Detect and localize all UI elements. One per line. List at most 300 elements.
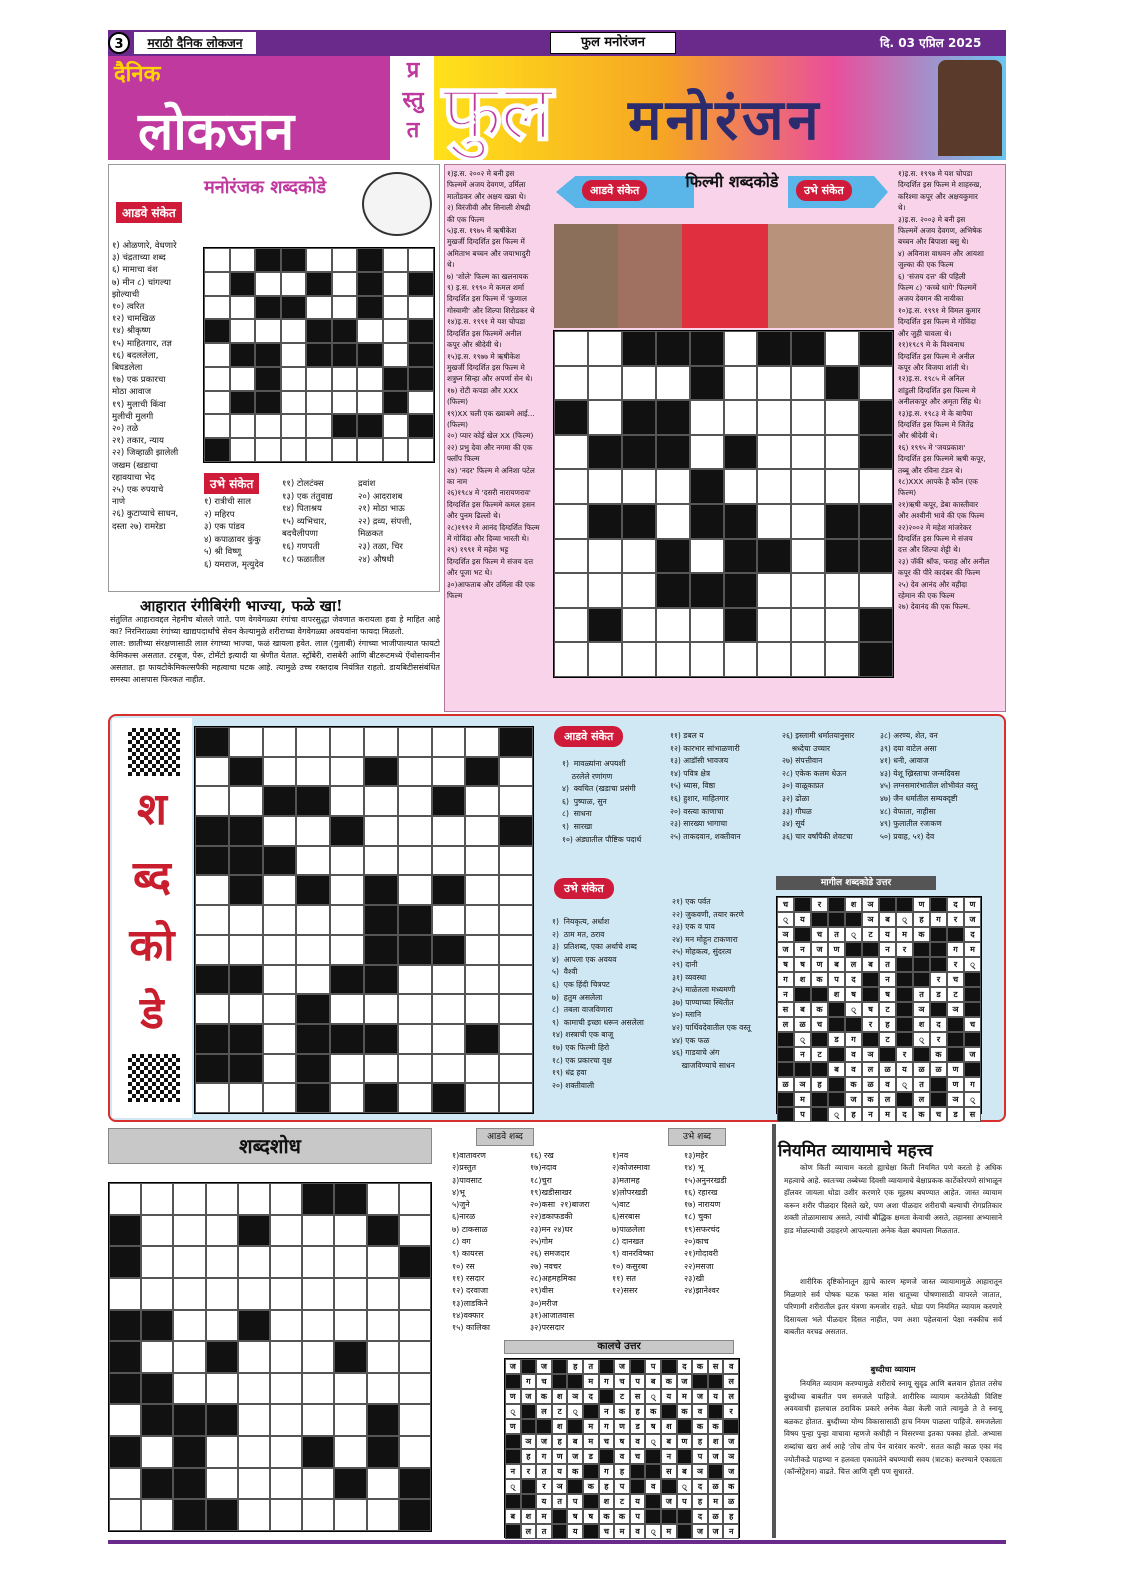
grid-cell[interactable] [330, 846, 364, 876]
grid-cell[interactable] [229, 1054, 263, 1084]
grid-cell[interactable] [465, 935, 499, 965]
grid-cell[interactable] [334, 1373, 366, 1405]
grid-cell[interactable] [367, 1436, 399, 1468]
grid-cell[interactable] [398, 846, 432, 876]
grid-cell[interactable] [757, 608, 791, 643]
grid-cell[interactable] [229, 786, 263, 816]
grid-cell[interactable] [109, 1310, 141, 1342]
grid-cell[interactable] [656, 573, 690, 608]
grid-cell[interactable] [255, 248, 281, 272]
grid-cell[interactable] [554, 400, 588, 435]
grid-cell[interactable] [296, 935, 330, 965]
grid-cell[interactable] [622, 573, 656, 608]
grid-cell[interactable] [173, 1341, 205, 1373]
grid-cell[interactable] [306, 296, 332, 320]
grid-cell[interactable] [141, 1404, 173, 1436]
grid-cell[interactable] [383, 248, 409, 272]
grid-cell[interactable] [690, 469, 724, 504]
grid-cell[interactable] [238, 1215, 270, 1247]
grid-cell[interactable] [195, 846, 229, 876]
grid-cell[interactable] [690, 608, 724, 643]
grid-cell[interactable] [399, 1499, 431, 1531]
grid-cell[interactable] [364, 1054, 398, 1084]
grid-cell[interactable] [230, 438, 256, 462]
grid-cell[interactable] [109, 1246, 141, 1278]
grid-cell[interactable] [263, 1024, 297, 1054]
grid-cell[interactable] [554, 608, 588, 643]
grid-cell[interactable] [334, 1499, 366, 1531]
grid-cell[interactable] [588, 608, 622, 643]
grid-cell[interactable] [465, 1083, 499, 1113]
grid-cell[interactable] [465, 727, 499, 757]
grid-cell[interactable] [465, 994, 499, 1024]
grid-cell[interactable] [270, 1436, 302, 1468]
grid-cell[interactable] [408, 391, 434, 415]
grid-cell[interactable] [357, 248, 383, 272]
grid-cell[interactable] [656, 608, 690, 643]
grid-cell[interactable] [141, 1278, 173, 1310]
grid-cell[interactable] [499, 1083, 533, 1113]
grid-cell[interactable] [364, 965, 398, 995]
grid-cell[interactable] [332, 438, 358, 462]
grid-cell[interactable] [724, 366, 758, 401]
grid-cell[interactable] [141, 1499, 173, 1531]
grid-cell[interactable] [656, 642, 690, 677]
grid-cell[interactable] [791, 435, 825, 470]
grid-cell[interactable] [330, 786, 364, 816]
grid-cell[interactable] [859, 435, 893, 470]
grid-cell[interactable] [332, 319, 358, 343]
grid-cell[interactable] [588, 400, 622, 435]
grid-cell[interactable] [229, 994, 263, 1024]
grid-cell[interactable] [204, 248, 230, 272]
grid-cell[interactable] [859, 642, 893, 677]
grid-cell[interactable] [263, 875, 297, 905]
grid-cell[interactable] [432, 846, 466, 876]
grid-cell[interactable] [364, 816, 398, 846]
grid-cell[interactable] [825, 469, 859, 504]
grid-cell[interactable] [195, 905, 229, 935]
grid-cell[interactable] [588, 504, 622, 539]
grid-cell[interactable] [238, 1310, 270, 1342]
grid-cell[interactable] [270, 1373, 302, 1405]
grid-cell[interactable] [357, 391, 383, 415]
grid-cell[interactable] [330, 816, 364, 846]
grid-cell[interactable] [195, 786, 229, 816]
grid-cell[interactable] [364, 846, 398, 876]
grid-cell[interactable] [195, 727, 229, 757]
grid-cell[interactable] [757, 366, 791, 401]
grid-cell[interactable] [141, 1246, 173, 1278]
grid-cell[interactable] [270, 1404, 302, 1436]
grid-cell[interactable] [757, 400, 791, 435]
grid-cell[interactable] [204, 272, 230, 296]
grid-cell[interactable] [263, 757, 297, 787]
grid-cell[interactable] [296, 875, 330, 905]
grid-cell[interactable] [281, 319, 307, 343]
grid-cell[interactable] [383, 296, 409, 320]
grid-cell[interactable] [399, 1468, 431, 1500]
grid-cell[interactable] [757, 642, 791, 677]
grid-cell[interactable] [622, 504, 656, 539]
grid-cell[interactable] [238, 1183, 270, 1215]
grid-cell[interactable] [757, 539, 791, 574]
grid-cell[interactable] [399, 1404, 431, 1436]
grid-cell[interactable] [724, 573, 758, 608]
grid-cell[interactable] [195, 816, 229, 846]
grid-cell[interactable] [499, 727, 533, 757]
grid-cell[interactable] [229, 905, 263, 935]
grid-cell[interactable] [332, 367, 358, 391]
grid-cell[interactable] [398, 935, 432, 965]
grid-cell[interactable] [383, 343, 409, 367]
grid-cell[interactable] [364, 757, 398, 787]
grid-cell[interactable] [230, 414, 256, 438]
grid-cell[interactable] [195, 1024, 229, 1054]
grid-cell[interactable] [334, 1341, 366, 1373]
grid-cell[interactable] [109, 1468, 141, 1500]
grid-cell[interactable] [195, 994, 229, 1024]
grid-cell[interactable] [195, 1083, 229, 1113]
grid-cell[interactable] [656, 331, 690, 366]
grid-cell[interactable] [432, 935, 466, 965]
grid-cell[interactable] [357, 296, 383, 320]
grid-cell[interactable] [302, 1246, 334, 1278]
grid-cell[interactable] [432, 786, 466, 816]
grid-cell[interactable] [364, 1083, 398, 1113]
grid-cell[interactable] [724, 539, 758, 574]
grid-cell[interactable] [334, 1468, 366, 1500]
grid-cell[interactable] [302, 1499, 334, 1531]
grid-cell[interactable] [229, 727, 263, 757]
grid-cell[interactable] [357, 319, 383, 343]
grid-cell[interactable] [398, 1054, 432, 1084]
grid-cell[interactable] [306, 438, 332, 462]
grid-cell[interactable] [656, 539, 690, 574]
grid-cell[interactable] [622, 435, 656, 470]
grid-cell[interactable] [109, 1373, 141, 1405]
grid-cell[interactable] [334, 1183, 366, 1215]
grid-cell[interactable] [408, 296, 434, 320]
grid-cell[interactable] [206, 1468, 238, 1500]
grid-cell[interactable] [859, 366, 893, 401]
grid-cell[interactable] [357, 343, 383, 367]
grid-cell[interactable] [622, 366, 656, 401]
grid-cell[interactable] [173, 1436, 205, 1468]
grid-cell[interactable] [173, 1310, 205, 1342]
grid-cell[interactable] [690, 400, 724, 435]
grid-cell[interactable] [364, 935, 398, 965]
grid-cell[interactable] [825, 366, 859, 401]
grid-cell[interactable] [302, 1404, 334, 1436]
grid-cell[interactable] [263, 994, 297, 1024]
grid-cell[interactable] [859, 400, 893, 435]
grid-cell[interactable] [588, 573, 622, 608]
grid-cell[interactable] [859, 573, 893, 608]
grid-cell[interactable] [398, 905, 432, 935]
grid-cell[interactable] [270, 1341, 302, 1373]
grid-cell[interactable] [465, 1054, 499, 1084]
grid-cell[interactable] [825, 435, 859, 470]
grid-cell[interactable] [302, 1278, 334, 1310]
grid-cell[interactable] [263, 727, 297, 757]
grid-cell[interactable] [281, 248, 307, 272]
grid-cell[interactable] [204, 414, 230, 438]
grid-cell[interactable] [690, 539, 724, 574]
grid-cell[interactable] [229, 875, 263, 905]
grid-cell[interactable] [281, 438, 307, 462]
grid-cell[interactable] [255, 343, 281, 367]
grid-cell[interactable] [367, 1215, 399, 1247]
grid-cell[interactable] [554, 573, 588, 608]
grid-cell[interactable] [398, 727, 432, 757]
grid-cell[interactable] [724, 331, 758, 366]
grid-cell[interactable] [465, 905, 499, 935]
grid-cell[interactable] [302, 1341, 334, 1373]
grid-cell[interactable] [204, 391, 230, 415]
grid-cell[interactable] [229, 1083, 263, 1113]
grid-cell[interactable] [554, 331, 588, 366]
grid-cell[interactable] [238, 1246, 270, 1278]
grid-cell[interactable] [141, 1215, 173, 1247]
grid-cell[interactable] [109, 1183, 141, 1215]
puzzle3-grid[interactable] [194, 726, 534, 1114]
grid-cell[interactable] [173, 1278, 205, 1310]
grid-cell[interactable] [367, 1341, 399, 1373]
grid-cell[interactable] [364, 994, 398, 1024]
wordsearch-grid[interactable] [108, 1182, 432, 1532]
grid-cell[interactable] [296, 905, 330, 935]
grid-cell[interactable] [206, 1499, 238, 1531]
grid-cell[interactable] [306, 248, 332, 272]
grid-cell[interactable] [332, 296, 358, 320]
grid-cell[interactable] [195, 875, 229, 905]
grid-cell[interactable] [357, 367, 383, 391]
grid-cell[interactable] [281, 343, 307, 367]
grid-cell[interactable] [296, 1054, 330, 1084]
grid-cell[interactable] [281, 272, 307, 296]
grid-cell[interactable] [270, 1183, 302, 1215]
grid-cell[interactable] [690, 366, 724, 401]
grid-cell[interactable] [229, 935, 263, 965]
grid-cell[interactable] [141, 1341, 173, 1373]
grid-cell[interactable] [825, 504, 859, 539]
grid-cell[interactable] [554, 435, 588, 470]
grid-cell[interactable] [141, 1373, 173, 1405]
grid-cell[interactable] [332, 391, 358, 415]
grid-cell[interactable] [195, 965, 229, 995]
grid-cell[interactable] [334, 1404, 366, 1436]
grid-cell[interactable] [791, 469, 825, 504]
grid-cell[interactable] [296, 1083, 330, 1113]
grid-cell[interactable] [724, 608, 758, 643]
grid-cell[interactable] [206, 1341, 238, 1373]
grid-cell[interactable] [367, 1499, 399, 1531]
grid-cell[interactable] [141, 1468, 173, 1500]
grid-cell[interactable] [296, 846, 330, 876]
grid-cell[interactable] [173, 1373, 205, 1405]
grid-cell[interactable] [357, 272, 383, 296]
grid-cell[interactable] [332, 272, 358, 296]
grid-cell[interactable] [859, 331, 893, 366]
grid-cell[interactable] [334, 1436, 366, 1468]
grid-cell[interactable] [238, 1341, 270, 1373]
grid-cell[interactable] [398, 816, 432, 846]
grid-cell[interactable] [398, 875, 432, 905]
grid-cell[interactable] [499, 875, 533, 905]
grid-cell[interactable] [408, 343, 434, 367]
grid-cell[interactable] [229, 1024, 263, 1054]
grid-cell[interactable] [204, 438, 230, 462]
grid-cell[interactable] [690, 573, 724, 608]
grid-cell[interactable] [238, 1373, 270, 1405]
grid-cell[interactable] [690, 504, 724, 539]
grid-cell[interactable] [230, 272, 256, 296]
grid-cell[interactable] [206, 1246, 238, 1278]
grid-cell[interactable] [141, 1183, 173, 1215]
grid-cell[interactable] [195, 757, 229, 787]
grid-cell[interactable] [238, 1436, 270, 1468]
grid-cell[interactable] [791, 331, 825, 366]
grid-cell[interactable] [499, 1024, 533, 1054]
grid-cell[interactable] [270, 1278, 302, 1310]
grid-cell[interactable] [306, 319, 332, 343]
grid-cell[interactable] [306, 343, 332, 367]
grid-cell[interactable] [408, 248, 434, 272]
grid-cell[interactable] [173, 1404, 205, 1436]
grid-cell[interactable] [757, 504, 791, 539]
grid-cell[interactable] [499, 816, 533, 846]
grid-cell[interactable] [281, 391, 307, 415]
grid-cell[interactable] [204, 343, 230, 367]
grid-cell[interactable] [408, 414, 434, 438]
grid-cell[interactable] [364, 1024, 398, 1054]
grid-cell[interactable] [141, 1310, 173, 1342]
grid-cell[interactable] [204, 367, 230, 391]
grid-cell[interactable] [398, 965, 432, 995]
grid-cell[interactable] [230, 367, 256, 391]
grid-cell[interactable] [230, 391, 256, 415]
grid-cell[interactable] [364, 727, 398, 757]
grid-cell[interactable] [690, 435, 724, 470]
grid-cell[interactable] [330, 994, 364, 1024]
puzzle2-grid[interactable] [553, 330, 894, 678]
grid-cell[interactable] [270, 1499, 302, 1531]
grid-cell[interactable] [357, 414, 383, 438]
grid-cell[interactable] [330, 1054, 364, 1084]
grid-cell[interactable] [109, 1499, 141, 1531]
grid-cell[interactable] [554, 366, 588, 401]
grid-cell[interactable] [399, 1183, 431, 1215]
grid-cell[interactable] [173, 1246, 205, 1278]
grid-cell[interactable] [791, 400, 825, 435]
grid-cell[interactable] [206, 1373, 238, 1405]
grid-cell[interactable] [204, 319, 230, 343]
grid-cell[interactable] [367, 1468, 399, 1500]
grid-cell[interactable] [334, 1246, 366, 1278]
grid-cell[interactable] [230, 319, 256, 343]
grid-cell[interactable] [554, 504, 588, 539]
grid-cell[interactable] [229, 965, 263, 995]
grid-cell[interactable] [656, 435, 690, 470]
grid-cell[interactable] [296, 757, 330, 787]
grid-cell[interactable] [229, 816, 263, 846]
grid-cell[interactable] [270, 1310, 302, 1342]
grid-cell[interactable] [791, 573, 825, 608]
grid-cell[interactable] [263, 786, 297, 816]
grid-cell[interactable] [724, 435, 758, 470]
grid-cell[interactable] [588, 539, 622, 574]
grid-cell[interactable] [383, 414, 409, 438]
grid-cell[interactable] [432, 875, 466, 905]
grid-cell[interactable] [656, 469, 690, 504]
grid-cell[interactable] [398, 786, 432, 816]
grid-cell[interactable] [399, 1246, 431, 1278]
grid-cell[interactable] [230, 248, 256, 272]
grid-cell[interactable] [432, 994, 466, 1024]
grid-cell[interactable] [206, 1183, 238, 1215]
grid-cell[interactable] [499, 965, 533, 995]
grid-cell[interactable] [206, 1310, 238, 1342]
grid-cell[interactable] [238, 1404, 270, 1436]
grid-cell[interactable] [255, 319, 281, 343]
grid-cell[interactable] [357, 438, 383, 462]
grid-cell[interactable] [306, 367, 332, 391]
grid-cell[interactable] [724, 400, 758, 435]
grid-cell[interactable] [399, 1278, 431, 1310]
grid-cell[interactable] [383, 391, 409, 415]
grid-cell[interactable] [622, 331, 656, 366]
grid-cell[interactable] [281, 367, 307, 391]
grid-cell[interactable] [622, 642, 656, 677]
grid-cell[interactable] [296, 1024, 330, 1054]
grid-cell[interactable] [302, 1310, 334, 1342]
grid-cell[interactable] [332, 248, 358, 272]
grid-cell[interactable] [432, 965, 466, 995]
grid-cell[interactable] [398, 1083, 432, 1113]
grid-cell[interactable] [408, 272, 434, 296]
grid-cell[interactable] [432, 1083, 466, 1113]
grid-cell[interactable] [859, 504, 893, 539]
grid-cell[interactable] [173, 1215, 205, 1247]
grid-cell[interactable] [263, 846, 297, 876]
grid-cell[interactable] [364, 905, 398, 935]
grid-cell[interactable] [432, 1024, 466, 1054]
grid-cell[interactable] [229, 846, 263, 876]
grid-cell[interactable] [330, 965, 364, 995]
grid-cell[interactable] [408, 367, 434, 391]
grid-cell[interactable] [499, 994, 533, 1024]
grid-cell[interactable] [238, 1278, 270, 1310]
grid-cell[interactable] [432, 1054, 466, 1084]
grid-cell[interactable] [302, 1183, 334, 1215]
grid-cell[interactable] [302, 1468, 334, 1500]
grid-cell[interactable] [263, 816, 297, 846]
grid-cell[interactable] [263, 1083, 297, 1113]
grid-cell[interactable] [364, 786, 398, 816]
grid-cell[interactable] [465, 786, 499, 816]
grid-cell[interactable] [332, 414, 358, 438]
grid-cell[interactable] [296, 786, 330, 816]
grid-cell[interactable] [859, 469, 893, 504]
grid-cell[interactable] [306, 391, 332, 415]
grid-cell[interactable] [825, 331, 859, 366]
grid-cell[interactable] [296, 816, 330, 846]
grid-cell[interactable] [622, 469, 656, 504]
grid-cell[interactable] [306, 272, 332, 296]
grid-cell[interactable] [499, 757, 533, 787]
grid-cell[interactable] [399, 1373, 431, 1405]
